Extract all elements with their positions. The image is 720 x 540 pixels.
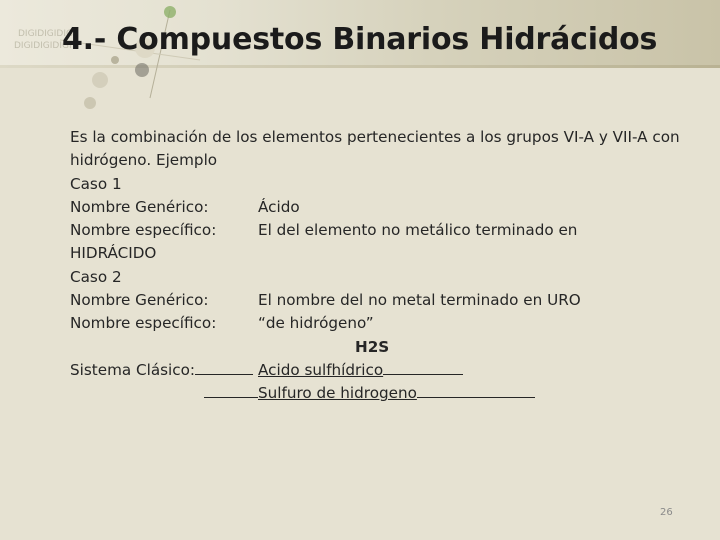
caso2-specific-row (70, 312, 670, 335)
caso2-label: Caso 2 (70, 267, 122, 286)
slide-title: 4.- Compuestos Binarios Hidrácidos (62, 22, 658, 57)
sistema-label: Sistema Clásico: (70, 360, 196, 379)
caso2-specific-label: Nombre específico: (70, 314, 217, 333)
sistema-clasico-value (258, 359, 463, 382)
caso1-specific-row (70, 219, 670, 242)
formula-row (70, 336, 670, 359)
blank-underline (204, 382, 258, 398)
caso1-label: Caso 1 (70, 174, 122, 193)
caso2-generic-value: El nombre del no metal terminado en URO (258, 291, 581, 310)
sistema-stock-value (258, 382, 535, 405)
caso1-specific-label: Nombre específico: (70, 221, 217, 240)
blank-underline (417, 382, 535, 398)
svg-text:DIGIDIGIDIGI: DIGIDIGIDIGI (18, 29, 76, 39)
caso2-heading (70, 266, 670, 289)
sistema-clasico-row (70, 359, 670, 382)
caso1-specific-value: El del elemento no metálico terminado en (258, 221, 578, 240)
blank-underline (195, 359, 253, 375)
caso1-specific-cont (70, 242, 670, 265)
formula: H2S (355, 337, 390, 356)
caso1-generic-value: Ácido (258, 197, 300, 216)
caso1-heading (70, 173, 670, 196)
sistema-stock-row (70, 382, 670, 405)
caso1-generic-label: Nombre Genérico: (70, 197, 209, 216)
caso2-specific-value: “de hidrógeno” (258, 314, 374, 333)
stock-name: Sulfuro de hidrogeno (258, 384, 417, 403)
intro-paragraph: Es la combinación de los elementos pertenecientes a los grupos VI-A y VII-A con hidrógeno. Ejemplo (70, 128, 680, 170)
caso1-generic-row (70, 196, 670, 219)
caso1-specific-cont-text: HIDRÁCIDO (70, 244, 157, 263)
decorative-graphic (0, 0, 220, 130)
clasico-name: Acido sulfhídrico (258, 360, 384, 379)
blank-underline (383, 359, 463, 375)
caso2-generic-row (70, 289, 670, 312)
svg-text:DIGIDIGIDIGI: DIGIDIGIDIGI (14, 41, 72, 51)
caso2-generic-label: Nombre Genérico: (70, 291, 209, 310)
slide-content (70, 126, 680, 406)
page-number: 26 (660, 507, 673, 518)
